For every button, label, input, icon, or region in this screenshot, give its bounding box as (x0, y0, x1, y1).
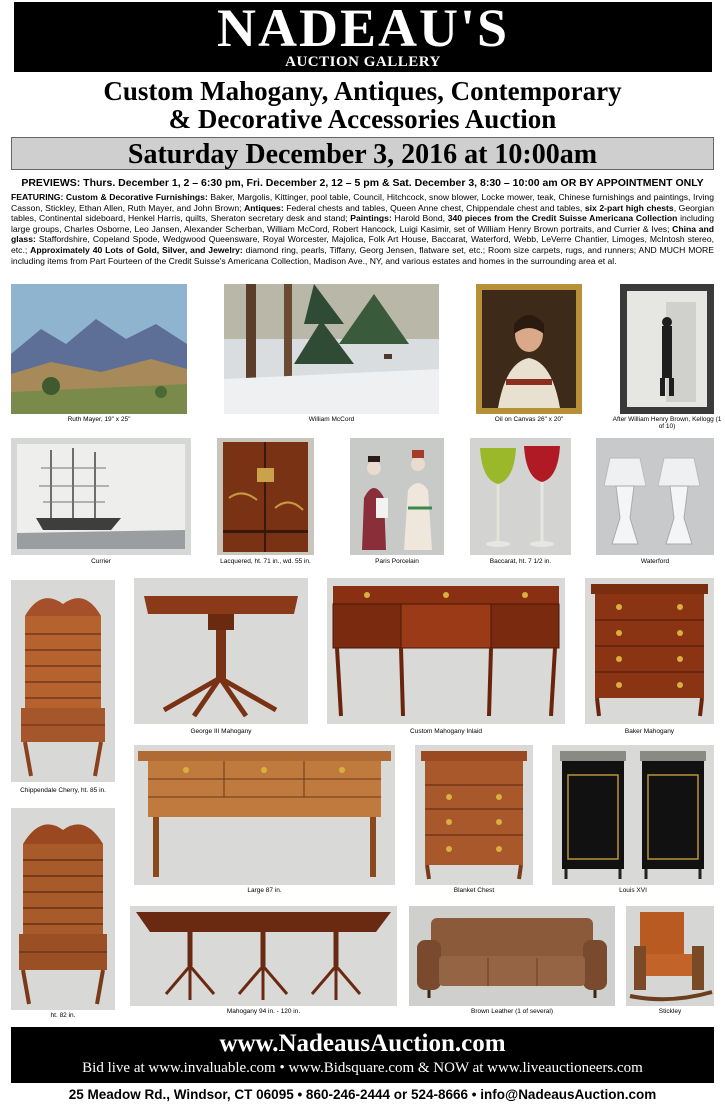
masthead (14, 2, 712, 72)
auction-title-line-1: Custom Mahogany, Antiques, Contemporary (103, 76, 622, 106)
portrait-oil-painting-photo (476, 284, 582, 414)
paris-porcelain-figures-photo (350, 438, 444, 555)
baker-chest-photo (585, 578, 714, 724)
bid-live-line: Bid live at www.invaluable.com • www.Bidsquare.com & NOW at www.liveauctioneers.com (82, 1060, 643, 1076)
caption-stickley: Stickley (658, 1008, 682, 1015)
second-highboy-photo (11, 808, 115, 1010)
large-sideboard-photo (134, 745, 395, 885)
website-url[interactable]: www.NadeausAuction.com (219, 1030, 506, 1057)
auction-title-line-2: & Decorative Accessories Auction (168, 104, 557, 134)
caption-currier: Currier (91, 558, 111, 565)
louis-xvi-cabinets-photo (552, 745, 714, 885)
auction-date: Saturday December 3, 2016 at 10:00am (11, 137, 714, 170)
caption-oil-on-canvas: Oil on Canvas 26" x 20" (494, 416, 564, 423)
waterford-lamps-photo (596, 438, 714, 555)
caption-ht-82: ht. 82 in. (50, 1012, 76, 1019)
gallery-subtitle: AUCTION GALLERY (285, 54, 441, 70)
caption-ruth-mayer: Ruth Mayer, 19" x 25" (67, 416, 131, 423)
caption-william-henry-brown: After William Henry Brown, Kellogg (1 of 10) (612, 416, 722, 430)
chippendale-highboy-photo (11, 580, 115, 782)
winter-forest-painting-photo (224, 284, 439, 414)
caption-waterford: Waterford (640, 558, 670, 565)
caption-paris-porcelain: Paris Porcelain (375, 558, 419, 565)
george-iii-table-photo (134, 578, 308, 724)
william-henry-brown-print-photo (620, 284, 714, 414)
caption-chippendale: Chippendale Cherry, ht. 85 in. (20, 787, 106, 794)
landscape-painting-photo (11, 284, 187, 414)
caption-baccarat: Baccarat, ht. 7 1/2 in. (489, 558, 552, 565)
caption-mahogany-dining: Mahogany 94 in. - 120 in. (226, 1008, 301, 1015)
caption-custom-inlaid: Custom Mahogany Inlaid (410, 728, 482, 735)
previews-schedule: PREVIEWS: Thurs. December 1, 2 – 6:30 pm, Fri. December 2, 12 – 5 pm & Sat. December 3, 8:30 – 10:00 am OR BY APPOINTMENT ONLY (21, 177, 704, 189)
featuring-label: FEATURING: Custom & Decorative Furnishings: (11, 192, 208, 202)
featuring-text: FEATURING: Custom & Decorative Furnishings: Baker, Margolis, Kittinger, pool table, Council, Hitchcock, snow blower, Locke mower, teak, Chinese furnishings and paintings, Irving Casson, Stickley, Ethan Allen, Ruth Mayer, and John Brown; Antiques: Federal chests and tables, Queen Anne chest, Chippendale chest and tables, six 2-part high chests, Georgian tables, Continental sideboard, Henkel Harris, quilts, Sheraton secretary desk and stand; Paintings: Harold Bond, 340 pieces from the Credit Suisse Americana Collection including large groups, Charles Osborne, Leo Jansen, Alexander Scherban, William McCord, Robert Hancock, Luigi Kasimir, set of William Henry Brown portraits, and Currier & Ives; China and glass: Staffordshire, Copeland Spode, Wedgwood Queensware, Royal Worcester, Majolica, Folk Art House, Baccarat, Waterford, Webb, LeVerre Chantier, Limoges, McIntosh stereo, etc.; Approximately 40 Lots of Gold, Silver, and Jewelry: diamond ring, pearls, Tiffany, Georg Jensen, flatware set, etc.; Room size carpets, rugs, and runners; AND MUCH MORE including items from Part Fourteen of the Credit Suisse's Americana Collection, Madison Ave., NY, and various estates and homes in the surrounding area et al. (11, 192, 714, 266)
custom-inlaid-sideboard-photo (327, 578, 565, 724)
mahogany-dining-table-photo (130, 906, 397, 1006)
caption-mccord: William McCord (308, 416, 355, 423)
lacquered-cabinet-photo (217, 438, 314, 555)
caption-lacquered: Lacquered, ht. 71 in., wd. 55 in. (220, 558, 311, 565)
contact-address: 25 Meadow Rd., Windsor, CT 06095 • 860-246-2444 or 524-8666 • info@NadeausAuction.com (68, 1087, 657, 1102)
caption-george-iii: George III Mahogany (190, 728, 252, 735)
brown-leather-sofa-photo (409, 906, 615, 1006)
baccarat-glasses-photo (470, 438, 571, 555)
gallery-name: NADEAU'S (216, 0, 510, 58)
caption-louis-xvi: Louis XVI (619, 887, 647, 894)
caption-baker: Baker Mahogany (624, 728, 675, 735)
stickley-rocker-photo (626, 906, 714, 1006)
footer-band (11, 1027, 714, 1083)
caption-blanket-chest: Blanket Chest (453, 887, 495, 894)
blanket-chest-photo (415, 745, 533, 885)
caption-large: Large 87 in. (247, 887, 282, 894)
currier-ship-print-photo (11, 438, 191, 555)
caption-brown-leather: Brown Leather (1 of several) (470, 1008, 553, 1015)
